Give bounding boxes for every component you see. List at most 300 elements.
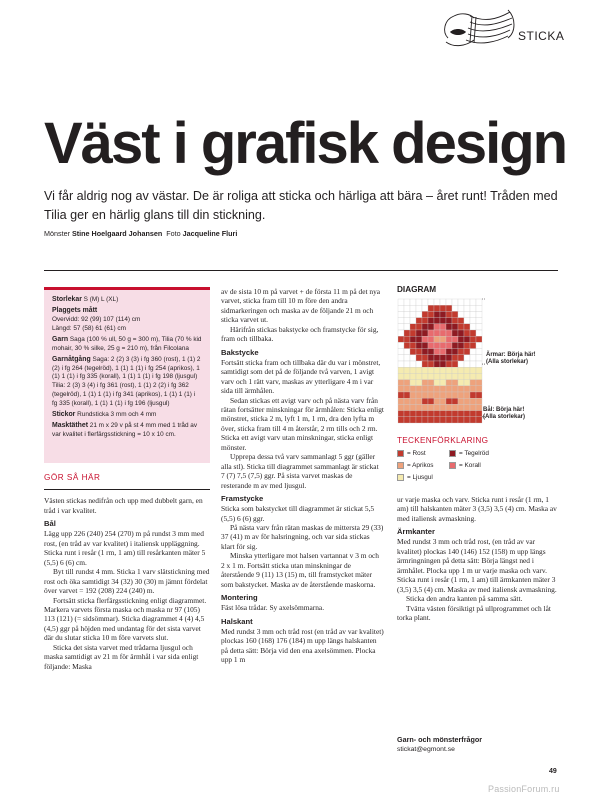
chart-cell [398,411,404,417]
chart-cell [410,411,416,417]
chart-cell [404,398,410,404]
chart-cell [398,299,404,305]
chart-cell [416,324,422,330]
chart-cell [416,398,422,404]
chart-cell [434,318,440,324]
chart-cell [452,355,458,361]
swatch-korall [449,462,456,469]
chart-cell [464,318,470,324]
gauge-label: Masktäthet [52,422,88,430]
chart-cell [398,380,404,386]
chart-cell [452,386,458,392]
body-paragraph-3: Fortsätt sticka flerfärgsstickning enligt diagrammet. Markera varvets första maska och maska nr 97 (105) 113 (121) (= sidsömmar). Sticka diagrammet 4 (4) 4,5 (4,5) ggr på höjden med undantag för det sista varvet där du slutar sticka 10 m före varvets slut. [44,595,207,643]
chart-cell [446,367,452,373]
chart-cell [422,417,428,423]
chart-cell [464,398,470,404]
chart-cell [422,299,428,305]
front-paragraph-1: Sticka som bakstycket till diagrammet är stickat 5,5 (5,5) 6 (6) ggr. [221,504,375,523]
chart-cell [452,330,458,336]
chart-cell [464,324,470,330]
chart-cell [398,417,404,423]
chart-cell [476,404,482,410]
chart-cell [422,342,428,348]
chart-cell [464,349,470,355]
chart-cell [428,361,434,367]
chart-cell [422,349,428,355]
chart-cell [410,380,416,386]
chart-cell [416,318,422,324]
col2-paragraph-0: av de sista 10 m på varvet + de första 11 m på det nya varvet, sticka fram till 10 m före den andra sidmarkeringen och maska av de följande 21 m och sticka varvet ut. [221,287,381,325]
chart-cell [398,342,404,348]
chart-cell [446,336,452,342]
chart-cell [452,349,458,355]
chart-cell [446,311,452,317]
chart-cell [452,342,458,348]
chart-cell [440,398,446,404]
legend-rost [397,450,426,457]
chart-cell [440,318,446,324]
chart-cell [434,411,440,417]
chart-cell [416,342,422,348]
legend-aprikos [397,462,433,469]
chart-cell [446,380,452,386]
swatch-aprikos [397,462,404,469]
chart-cell [470,349,476,355]
chart-cell [404,336,410,342]
chart-cell [410,342,416,348]
chart-cell [416,417,422,423]
chart-cell [404,355,410,361]
design-label: Mönster [44,229,70,238]
chart-cell [470,299,476,305]
chart-cell [464,367,470,373]
chart-cell [476,380,482,386]
chart-cell [476,411,482,417]
chart-cell [470,367,476,373]
chart-cell [452,398,458,404]
chart-cell [446,355,452,361]
chart-cell [434,349,440,355]
assembly-paragraph: Fäst lösa trådar. Sy axelsömmarna. [221,603,325,613]
chart-cell [440,330,446,336]
back-paragraph-1: Fortsätt sticka fram och tillbaka där du var i mönstret, samtidigt som det på de följande två varven, 1 avigt varv och 1 rätt varv, maskas av ytterligare 4 m i var sida till ärmhålen. [221,357,381,396]
chart-cell [452,311,458,317]
chart-cell [404,411,410,417]
chart-cell [452,392,458,398]
chart-cell [476,355,482,361]
legend-rost-label: = Rost [407,450,426,457]
chart-cell [404,404,410,410]
chart-cell [422,324,428,330]
chart-cell [452,411,458,417]
chart-cell [446,299,452,305]
chart-cell [446,318,452,324]
chart-cell [446,361,452,367]
chart-cell [470,417,476,423]
chart-cell [440,361,446,367]
front-piece-heading: Framstycke [221,494,264,504]
chart-cell [434,311,440,317]
chart-cell [404,367,410,373]
chart-cell [476,330,482,336]
body-start-sizes: (Alla storlekar) [483,414,526,421]
chart-cell [422,336,428,342]
size-value: S (M) L (XL) [83,296,119,303]
chart-cell [440,367,446,373]
chart-cell [458,417,464,423]
chart-cell [428,411,434,417]
chart-cell [398,386,404,392]
chart-cell [422,361,428,367]
chart-cell [398,311,404,317]
chart-cell [464,336,470,342]
chart-cell [458,411,464,417]
chart-cell [398,305,404,311]
chart-cell [404,392,410,398]
chart-cell [410,299,416,305]
designer-name: Stine Hoelgaard Johansen [71,229,163,238]
chart-cell [434,417,440,423]
needles-label: Stickor [52,410,76,418]
chart-cell [410,398,416,404]
column-2 [221,287,384,664]
chart-cell [452,299,458,305]
chart-cell [422,373,428,379]
chart-cell [428,318,434,324]
chart-cell [440,305,446,311]
chart-cell [422,305,428,311]
col3-paragraph-0: ur varje maska och varv. Sticka runt i resår (1 rm, 1 am) till halskanten mäter 3 (3,5) 3,5 (4) cm. Maska av med italiensk avmaskning. [397,495,557,523]
chart-cell [422,330,428,336]
chart-cell [410,386,416,392]
chart-cell [434,330,440,336]
photo-label: Foto [166,229,181,238]
contact-email-link[interactable]: stickat@egmont.se [397,746,455,753]
chart-cell [458,367,464,373]
chart-cell [422,404,428,410]
chart-cell [398,330,404,336]
chart-cell [440,324,446,330]
chart-cell [476,305,482,311]
contact-title: Garn- och mönsterfrågor [397,735,483,744]
chart-cell [440,299,446,305]
chart-cell [398,367,404,373]
chart-cell [470,342,476,348]
chart-cell [458,380,464,386]
chart-cell [428,349,434,355]
yarn-value: Saga (100 % ull, 50 g = 300 m), Tilia (70 % kid mohair, 30 % silke, 25 g = 210 m), från Filcolana [52,336,202,352]
needles-value: Rundsticka 3 mm och 4 mm [77,410,157,418]
legend-ljusgul [397,474,433,481]
body-paragraph-2: Byt till rundst 4 mm. Sticka 1 varv slätstickning med rost och öka samtidigt 34 (32) 30 (30) m jämnt fördelat över varvet = 192 (208) 224 (240) m. [44,567,210,596]
chart-cell [404,373,410,379]
chart-cell [428,380,434,386]
chart-cell [446,392,452,398]
chart-cell [446,349,452,355]
chart-cell [416,386,422,392]
assembly-heading: Montering [221,593,258,603]
chart-cell [476,318,482,324]
chart-cell [428,324,434,330]
chart-cell [452,324,458,330]
chart-cell [398,318,404,324]
chart-cell [470,311,476,317]
chart-cell [464,392,470,398]
chart-cell [434,324,440,330]
watermark: PassionForum.ru [488,784,560,794]
chart-cell [464,355,470,361]
chart-cell [410,330,416,336]
chart-cell [470,324,476,330]
chart-cell [476,373,482,379]
chart-cell [404,386,410,392]
chart-cell [404,318,410,324]
neckband-heading: Halskant [221,616,253,626]
sleeve-start-label [486,352,536,367]
chart-cell [416,305,422,311]
chart-cell [434,299,440,305]
column-3 [397,495,561,622]
chart-cell [440,392,446,398]
chart-cell [398,349,404,355]
chart-cell [440,336,446,342]
chart-cell [428,311,434,317]
chart-cell [422,380,428,386]
chart-cell [434,398,440,404]
chart-cell [404,311,410,317]
chart-cell [428,404,434,410]
chart-cell [470,404,476,410]
measure-label: Plaggets mått [52,307,98,315]
chart-cell [416,380,422,386]
chart-cell [464,411,470,417]
chart-cell [410,361,416,367]
chart-cell [470,305,476,311]
chart-cell [440,349,446,355]
amount-value: Saga: 2 (2) 3 (3) i fg 360 (rost), 1 (1) 2 (2) i fg 264 (tegelröd), 1 (1) 1 (1) i fg 254 (aprikos), 1 (1) 1 (1) i fg 335 (korall), 1 (1) 1 (1) i fg 198 (ljusgul) [52,356,201,381]
chart-cell [410,318,416,324]
chart-cell [434,367,440,373]
chart-cell [428,342,434,348]
chart-cell [470,386,476,392]
chart-cell [410,324,416,330]
chart-cell [434,386,440,392]
chart-cell [458,404,464,410]
back-paragraph-2: Sedan stickas ett avigt varv och på nästa varv från rätan fortsätter minskningar för ärmhålen: Sticka enligt mönstret, sticka 2 m, lyft 1 m, 1 rm, dra den lyfta m över, sticka fram till 4 m återstår, 2 rm tills och 2 rm. Sticka ett avigt varv utan minskningar, sticka enligt mönster. [221,395,384,452]
col2-paragraph-1: Härifrån stickas bakstycke och framstycke för sig, fram och tillbaka. [221,324,379,344]
chart-cell [416,367,422,373]
chart-cell [398,373,404,379]
chart-cell [404,299,410,305]
legend-ljusgul-label: = Ljusgul [407,474,433,481]
amount-value-2: Tilia: 2 (3) 3 (4) i fg 361 (rost), 1 (1) 2 (2) i fg 362 (tegelröd), 1 (1) 1 (1) i fg 341 (aprikos), 1 (1) 1 (1) i fg 335 (korall), 1 (1) 1 (1) i fg 196 (ljusgul) [52,382,196,407]
chart-cell [476,392,482,398]
chart-cell [476,336,482,342]
chart-cell [470,392,476,398]
article-title: Väst i grafisk design [44,111,567,176]
chart-cell [440,380,446,386]
body-start-label [483,407,525,422]
chart-cell [404,324,410,330]
body-start-text: Bål: Börja här! [483,407,525,413]
chart-cell [458,342,464,348]
chart-cell [476,349,482,355]
intro-paragraph: Västen stickas nedifrån och upp med dubbelt garn, en tråd i var kvalitet. [44,496,203,515]
swatch-tegelrod [449,450,456,457]
chart-cell [458,324,464,330]
chart-cell [446,330,452,336]
header-divider [44,270,558,271]
chart-cell [464,330,470,336]
chart-cell [416,392,422,398]
back-paragraph-3: Upprepa dessa två varv sammanlagt 5 ggr (gäller alla stl). Sticka till diagrammet sammanlagt är stickat 7 (7) 7,5 (7,5) ggr. På sista varvet maskas de resterande m av med ljusgul. [221,452,379,490]
section-tag: STICKA [518,29,565,43]
chart-cell [446,398,452,404]
chart-cell [428,392,434,398]
how-to-divider [44,489,210,490]
chart-cell [470,373,476,379]
chart-cell [476,398,482,404]
chart-cell [416,330,422,336]
chart-cell [398,355,404,361]
measure-1: Overvidd: 92 (99) 107 (114) cm [52,316,141,323]
chart-cell [422,367,428,373]
chart-cell [458,355,464,361]
chart-cell [410,367,416,373]
chart-cell [452,336,458,342]
gauge-value: 21 m x 29 v på st 4 mm med 1 tråd av var kvalitet i flerfärgsstickning = 10 x 10 cm. [52,422,198,438]
chart-cell [428,336,434,342]
armhole-edge-heading: Ärmkanter [397,527,435,537]
chart-cell [470,411,476,417]
how-to-heading: GÖR SÅ HÄR [44,473,101,482]
chart-cell [452,318,458,324]
chart-cell [416,361,422,367]
chart-cell [476,367,482,373]
chart-cell [446,411,452,417]
chart-cell [458,392,464,398]
chart-cell [410,392,416,398]
chart-cell [470,336,476,342]
armhole-paragraph-1: Med rundst 3 mm och tråd rost, (en tråd av var kvalitet) plockas 140 (146) 152 (158) m upp längs ärmringningen på detta sätt: Börja längst ned i ärmhålet. Plocka upp 1 m ur varje maska och varv. Sticka runt i resår (1 rm, 1 am) till ärmkanten mäter 3 (3,5) 3,5 (4) cm. Maska av med italiensk avmaskning. [397,537,557,594]
legend-korall [449,462,481,469]
chart-cell [464,380,470,386]
chart-cell [428,373,434,379]
chart-cell [452,417,458,423]
chart-cell [404,361,410,367]
chart-cell [458,361,464,367]
chart-cell [470,330,476,336]
chart-cell [434,342,440,348]
chart-cell [452,305,458,311]
chart-cell [464,373,470,379]
chart-cell [458,330,464,336]
chart-cell [416,349,422,355]
chart-cell [410,311,416,317]
chart-cell [458,373,464,379]
chart-cell [440,417,446,423]
chart-cell [416,404,422,410]
chart-cell [470,398,476,404]
chart-cell [404,417,410,423]
chart-cell [470,318,476,324]
chart-cell [422,398,428,404]
chart-cell [410,305,416,311]
chart-cell [416,373,422,379]
chart-cell [422,392,428,398]
chart-cell [476,361,482,367]
armhole-paragraph-3: Tvätta västen försiktigt på ullprogrammet och låt torka plant. [397,603,551,622]
chart-cell [440,386,446,392]
chart-cell [398,398,404,404]
chart-cell [410,336,416,342]
chart-cell [464,311,470,317]
chart-cell [434,361,440,367]
chart-cell [452,404,458,410]
chart-cell [446,305,452,311]
chart-cell [464,305,470,311]
chart-cell [446,404,452,410]
legend-tegelrod-label: = Tegelröd [459,450,489,457]
chart-cell [440,355,446,361]
legend-aprikos-label: = Aprikos [407,462,434,469]
chart-cell [404,330,410,336]
legend-title: TECKENFÖRKLARING [397,436,489,445]
chart-cell [452,367,458,373]
chart-cell [422,311,428,317]
chart-cell [410,417,416,423]
chart-cell [476,299,482,305]
yarn-skein-illustration [440,2,516,54]
chart-cell [458,311,464,317]
chart-cell [428,299,434,305]
front-paragraph-2: På nästa varv från rätan maskas de mittersta 29 (33) 37 (41) m av för halsringning, och var sida stickas klart för sig. [221,522,384,551]
chart-cell [404,342,410,348]
chart-cell [422,318,428,324]
yarn-label: Garn [52,336,69,343]
chart-cell [422,355,428,361]
chart-cell [440,311,446,317]
chart-cell [428,367,434,373]
chart-cell [470,380,476,386]
chart-cell [476,417,482,423]
sleeve-start-sizes: (Alla storlekar) [486,359,529,366]
chart-cell [446,342,452,348]
chart-cell [434,373,440,379]
chart-cell [440,411,446,417]
chart-cell [476,342,482,348]
credits [44,229,237,238]
chart-cell [416,336,422,342]
swatch-rost [397,450,404,457]
chart-cell [428,355,434,361]
chart-cell [416,311,422,317]
column-1 [44,473,210,671]
chart-cell [428,398,434,404]
chart-cell [434,392,440,398]
chart-cell [434,404,440,410]
chart-cell [446,373,452,379]
chart-cell [464,417,470,423]
chart-cell [410,355,416,361]
article-lead: Vi får aldrig nog av västar. De är roliga att sticka och härliga att bära – året runt! Tråden med Tilia ger en härlig glans till din stickning. [44,189,558,222]
chart-cell [428,417,434,423]
chart-cell [458,398,464,404]
chart-cell [422,386,428,392]
chart-cell [410,349,416,355]
chart-cell [446,417,452,423]
chart-cell [446,324,452,330]
